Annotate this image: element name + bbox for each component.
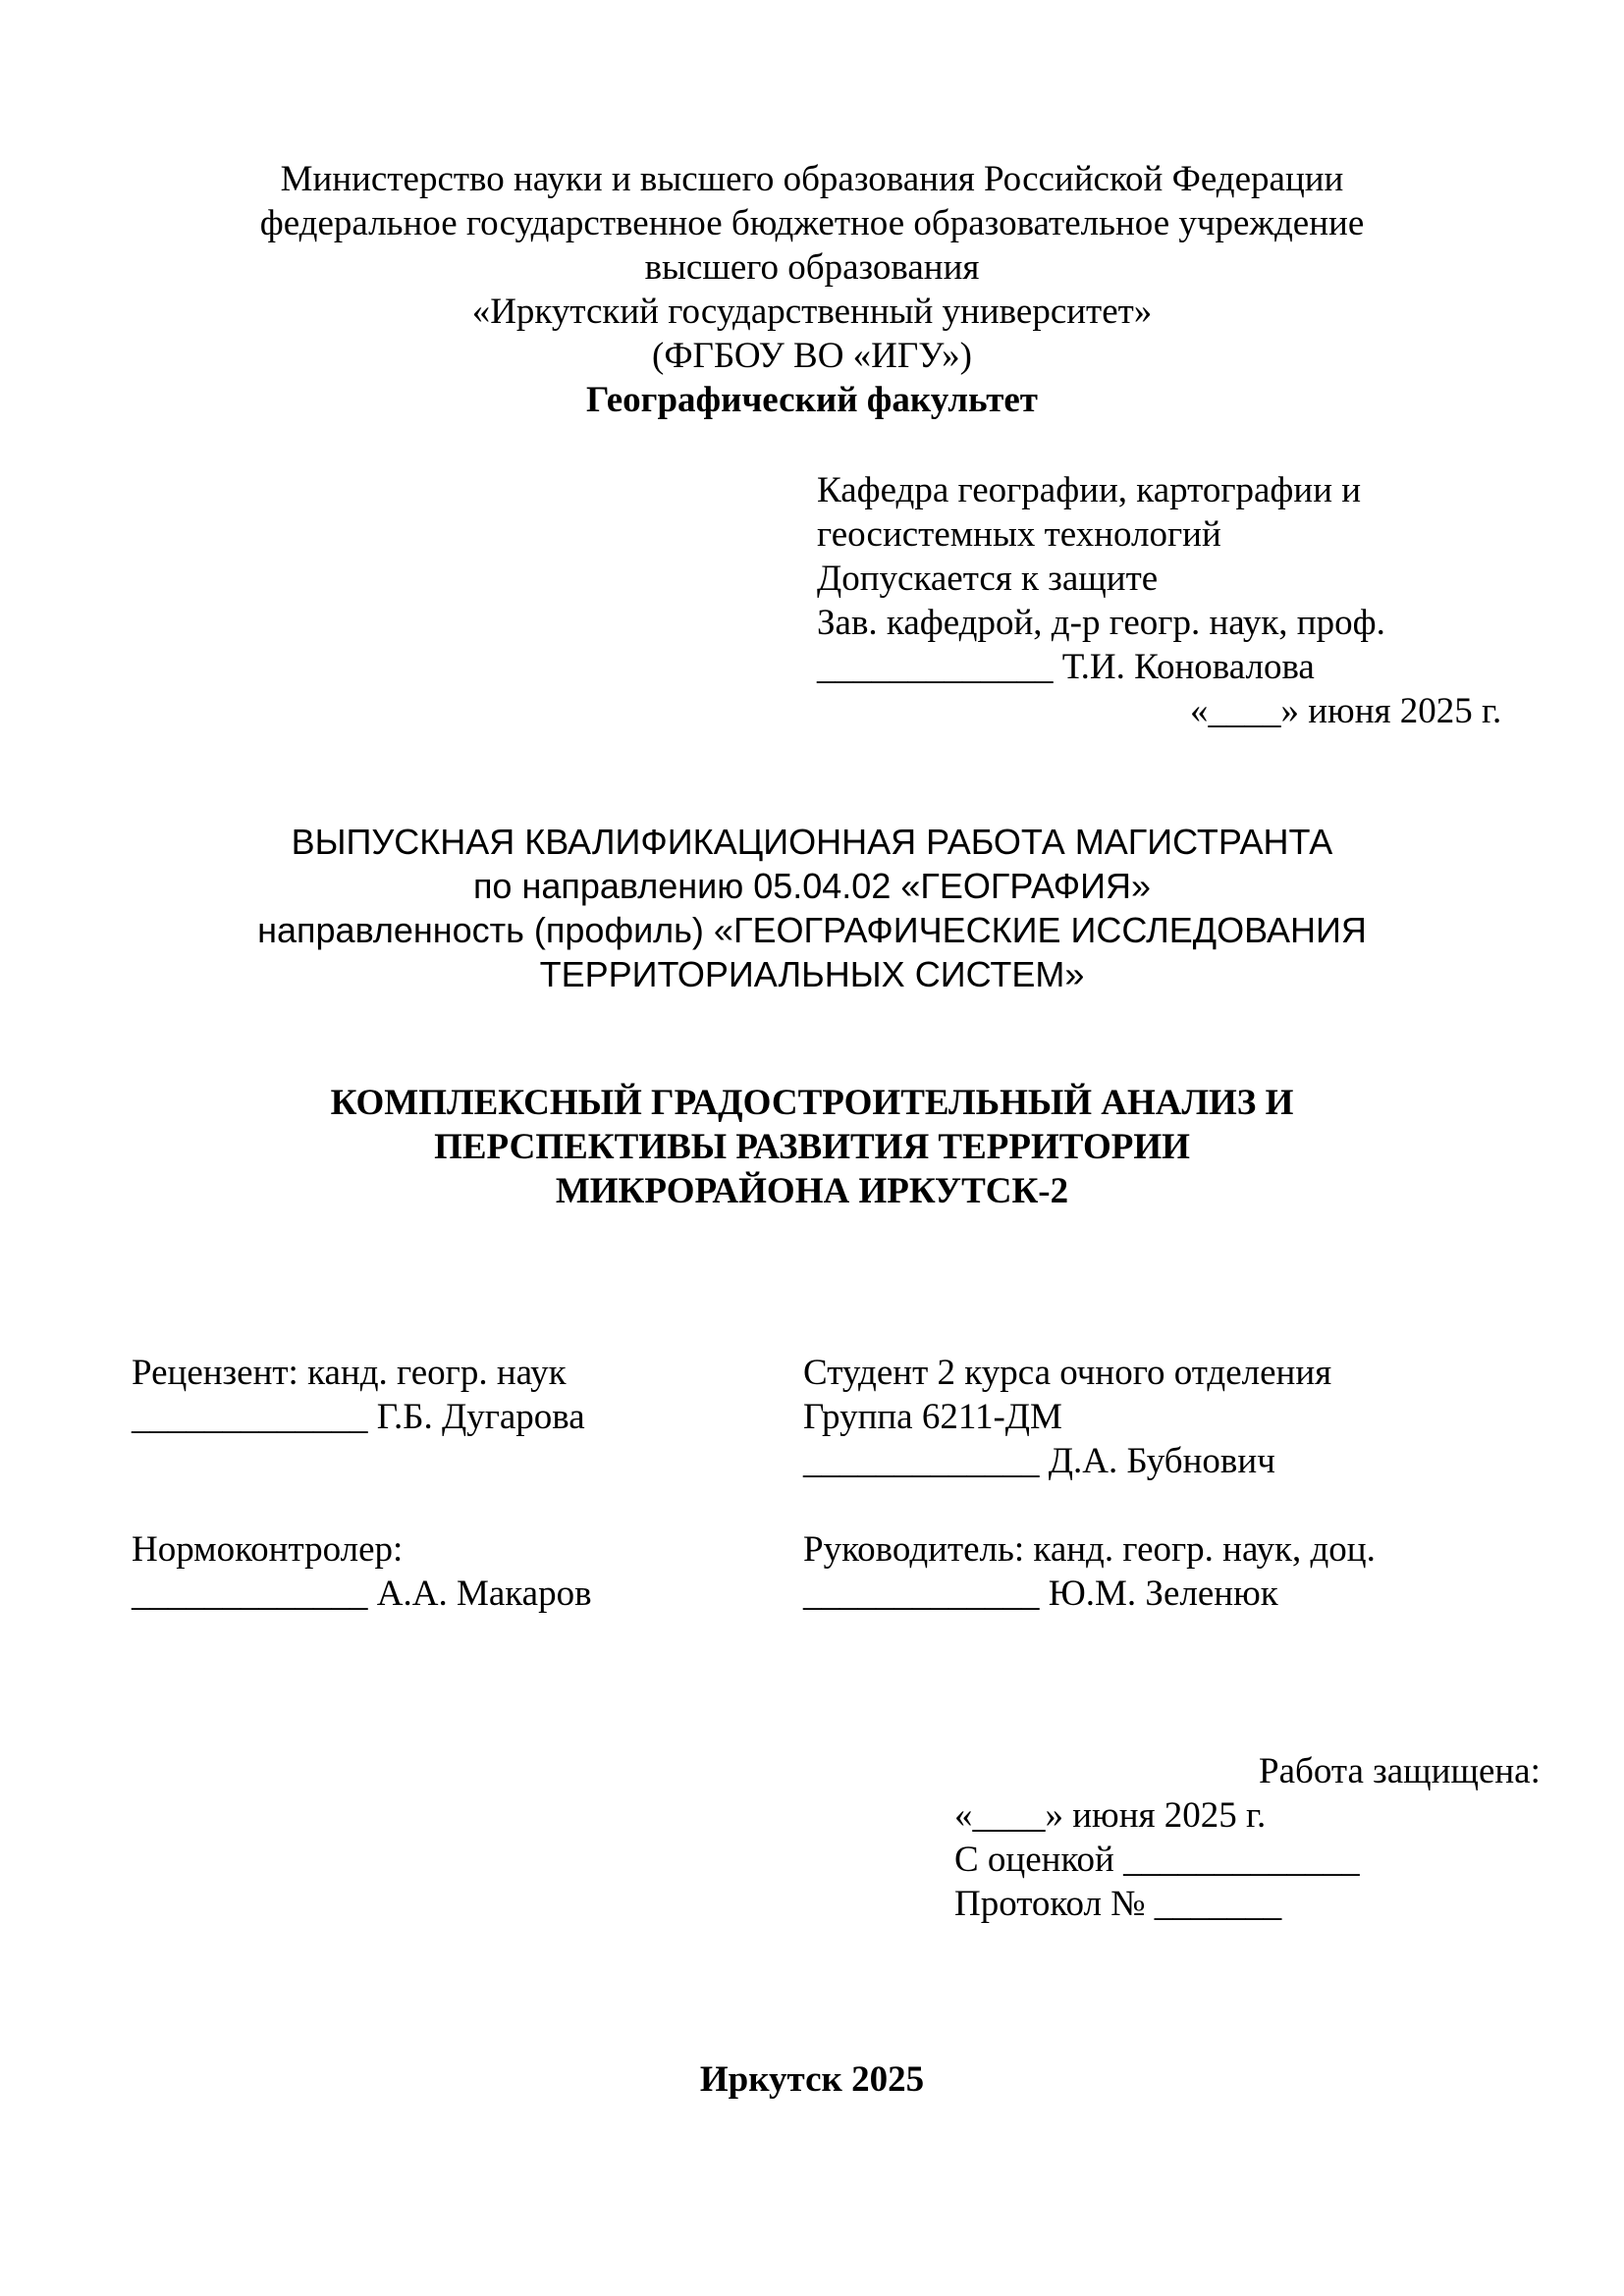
thesis-title-line-3: МИКРОРАЙОНА ИРКУТСК-2 (555, 1171, 1069, 1211)
supervisor-title-line: Руководитель: канд. геогр. наук, доц. (803, 1529, 1376, 1570)
education-level-line: высшего образования (644, 247, 980, 288)
ministry-line: Министерство науки и высшего образования Российской Федерации (280, 159, 1344, 199)
normcontrol-title-line: Нормоконтролер: (132, 1529, 404, 1570)
head-of-department-line: Зав. кафедрой, д-р геогр. наук, проф. (817, 603, 1385, 643)
university-name-line: «Иркутский государственный университет» (471, 292, 1153, 332)
work-type-line-2: по направлению 05.04.02 «ГЕОГРАФИЯ» (472, 866, 1152, 906)
approval-date-line: «____» июня 2025 г. (1190, 691, 1502, 731)
defense-date-line: «____» июня 2025 г. (954, 1795, 1267, 1836)
department-line-1: Кафедра географии, картографии и (817, 470, 1362, 510)
supervisor-signature-line: _____________ Ю.М. Зеленюк (803, 1574, 1278, 1614)
department-line-2: геосистемных технологий (817, 514, 1221, 555)
reviewer-title-line: Рецензент: канд. геогр. наук (132, 1353, 567, 1393)
faculty-line: Географический факультет (586, 380, 1038, 420)
defense-status-line: Работа защищена: (1259, 1751, 1541, 1791)
reviewer-signature-line: _____________ Г.Б. Дугарова (132, 1397, 585, 1437)
institution-type-line: федеральное государственное бюджетное образовательное учреждение (259, 203, 1365, 243)
normcontrol-signature-line: _____________ А.А. Макаров (132, 1574, 592, 1614)
student-signature-line: _____________ Д.А. Бубнович (803, 1441, 1275, 1481)
thesis-title-line-1: КОМПЛЕКСНЫЙ ГРАДОСТРОИТЕЛЬНЫЙ АНАЛИЗ И (330, 1083, 1294, 1123)
admission-line: Допускается к защите (817, 559, 1159, 599)
thesis-title-line-2: ПЕРСПЕКТИВЫ РАЗВИТИЯ ТЕРРИТОРИИ (434, 1127, 1190, 1167)
work-type-line-4: ТЕРРИТОРИАЛЬНЫХ СИСТЕМ» (539, 954, 1085, 994)
city-year-line: Иркутск 2025 (699, 2059, 925, 2100)
defense-protocol-line: Протокол № _______ (954, 1884, 1282, 1924)
work-type-line-3: направленность (профиль) «ГЕОГРАФИЧЕСКИЕ ИССЛЕДОВАНИЯ (257, 910, 1367, 950)
head-signature-line: _____________ Т.И. Коновалова (817, 647, 1315, 687)
work-type-line-1: ВЫПУСКНАЯ КВАЛИФИКАЦИОННАЯ РАБОТА МАГИСТРАНТА (291, 822, 1333, 862)
university-abbr-line: (ФГБОУ ВО «ИГУ») (652, 336, 972, 376)
student-group-line: Группа 6211-ДМ (803, 1397, 1062, 1437)
defense-grade-line: С оценкой _____________ (954, 1840, 1360, 1880)
student-course-line: Студент 2 курса очного отделения (803, 1353, 1332, 1393)
